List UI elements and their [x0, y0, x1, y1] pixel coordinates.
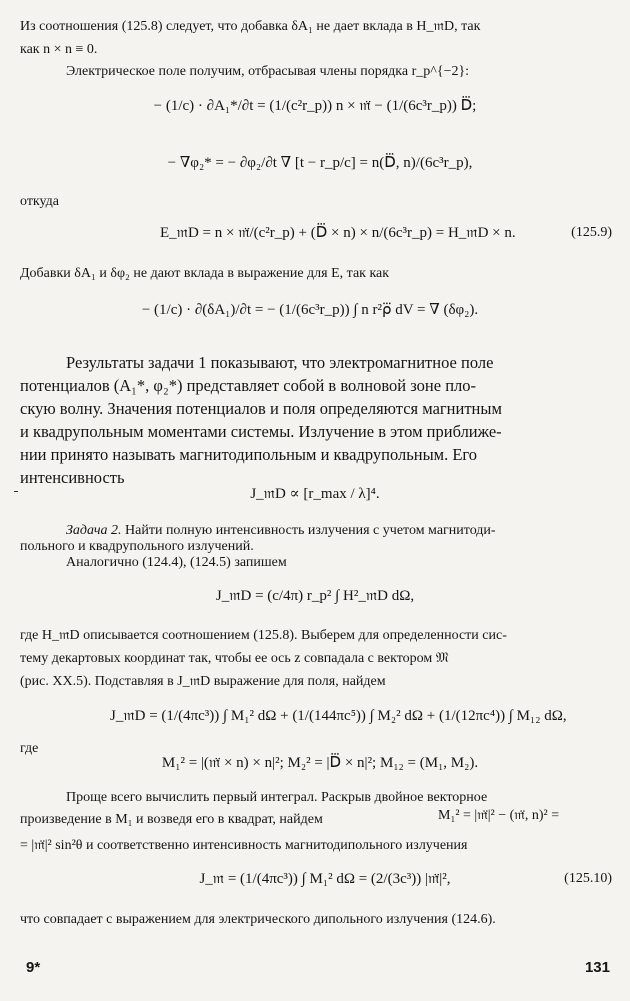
text-line: Электрическое поле получим, отбрасывая члены порядка r_p^{−2}: [66, 64, 470, 79]
paragraph-line: скую волну. Значения потенциалов и поля определяются магнитным [20, 399, 502, 418]
task-label: Задача 2. [66, 523, 122, 538]
margin-mark [14, 491, 18, 492]
paragraph-line: потенциалов (A₁*, φ₂*) представляет собой в волновой зоне пло- [20, 376, 477, 395]
text-line: Из соотношения (125.8) следует, что добавка δA₁ не дает вклада в H_𝔪D, так [20, 19, 481, 34]
text-line: произведение в M₁ и возведя его в квадрат, найдем [20, 812, 323, 827]
equation: − (1/c) · ∂(δA₁)/∂t = − (1/(6c³r_p)) ∫ n r²ρ⃛ dV = ∇ (δφ₂). [141, 302, 479, 318]
paragraph-line: Результаты задачи 1 показывают, что электромагнитное поле [66, 353, 494, 372]
paragraph-line: интенсивность [20, 468, 125, 487]
page-number: 131 [584, 959, 610, 976]
text-line: (рис. XX.5). Подставляя в J_𝔪D выражение для поля, найдем [20, 674, 386, 689]
text-line: что совпадает с выражением для электрического дипольного излучения (124.6). [20, 912, 496, 927]
paragraph-line: нии принято называть магнитодипольным и квадрупольным. Его [20, 445, 478, 464]
equation-number: (125.9) [571, 225, 612, 240]
text-line: где H_𝔪D описывается соотношением (125.8). Выберем для определенности сис- [20, 628, 507, 643]
text-line: где [20, 741, 39, 756]
equation: M₁² = |(𝔪̈ × n) × n|²; M₂² = |D⃛ × n|²; M₁₂ = (M₁, M₂). [161, 755, 479, 771]
equation: J_𝔪D = (c/4π) r_p² ∫ H²_𝔪D dΩ, [215, 588, 415, 604]
equation: J_𝔪 = (1/(4πc³)) ∫ M₁² dΩ = (2/(3c³)) |𝔪̈|², [199, 871, 451, 887]
task-text: Найти полную интенсивность излучения с учетом магнитоди- [121, 523, 496, 538]
paragraph-line: и квадрупольным моментами системы. Излучение в этом приближе- [20, 422, 502, 441]
equation: J_𝔪D = (1/(4πc³)) ∫ M₁² dΩ + (1/(144πc⁵)) ∫ M₂² dΩ + (1/(12πc⁴)) ∫ M₁₂ dΩ, [110, 708, 567, 724]
text-line: откуда [20, 194, 59, 209]
equation: − (1/c) · ∂A₁*/∂t = (1/(c²r_p)) n × 𝔪̈ − (1/(6c³r_p)) D⃛; [153, 98, 477, 114]
task-line [66, 522, 496, 539]
text-line: = |𝔪̈|² sin²θ и соответственно интенсивность магнитодипольного излучения [20, 838, 468, 853]
text-line: Аналогично (124.4), (124.5) запишем [66, 555, 287, 570]
text-line: как n × n ≡ 0. [20, 42, 98, 57]
equation: E_𝔪D = n × 𝔪̈/(c²r_p) + (D⃛ × n) × n/(6c³r_p) = H_𝔪D × n. [160, 225, 516, 241]
text-line: польного и квадрупольного излучений. [20, 539, 254, 554]
text-line: Добавки δA₁ и δφ₂ не дают вклада в выражение для E, так как [20, 266, 390, 281]
signature-mark: 9* [26, 959, 41, 976]
equation-number: (125.10) [564, 871, 612, 886]
text-line: Проще всего вычислить первый интеграл. Раскрыв двойное векторное [66, 790, 488, 805]
equation: J_𝔪D ∝ [r_max / λ]⁴. [250, 486, 380, 502]
inline-equation: M₁² = |𝔪̈|² − (𝔪̈, n)² = [438, 808, 560, 823]
text-line: тему декартовых координат так, чтобы ее ось z совпадала с вектором 𝔐 [20, 651, 449, 666]
equation: − ∇φ₂* = − ∂φ₂/∂t ∇ [t − r_p/c] = n(D⃛, n)/(6c³r_p), [167, 155, 473, 171]
